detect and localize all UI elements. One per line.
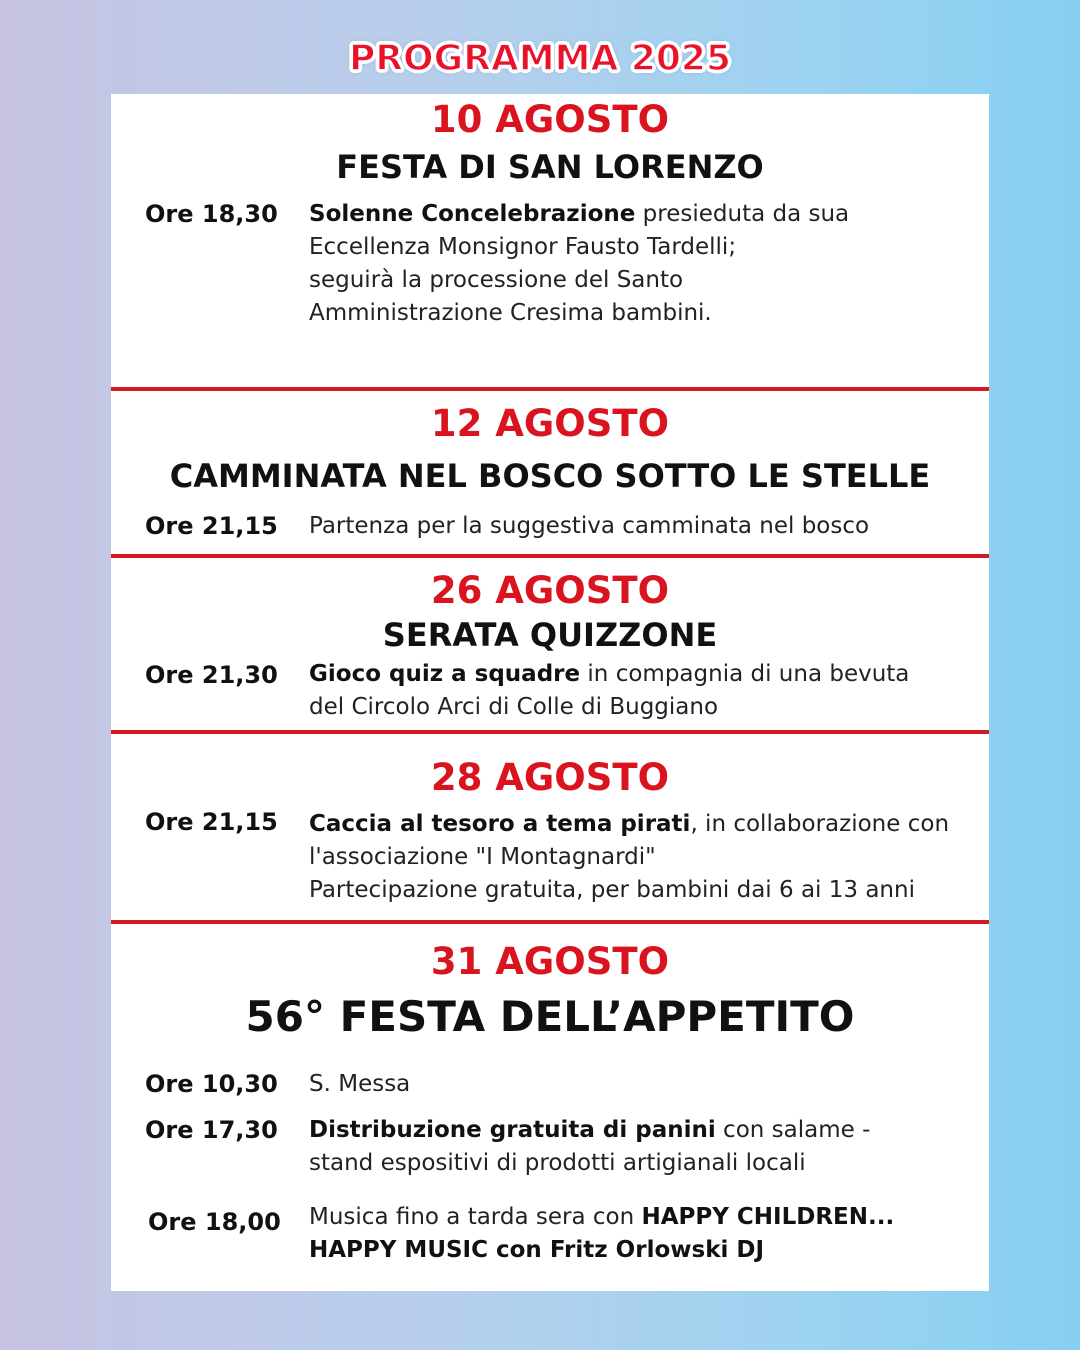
event-description (309, 198, 989, 330)
description-text: Musica fino a tarda sera con (309, 1204, 642, 1230)
event-description (309, 808, 989, 907)
description-text: Partenza per la suggestiva camminata nel bosco (309, 513, 870, 539)
description-text: in compagnia di una bevuta (580, 661, 910, 687)
description-line: Eccellenza Monsignor Fausto Tardelli; (309, 234, 737, 260)
event-title: CAMMINATA NEL BOSCO SOTTO LE STELLE (169, 457, 931, 495)
section-divider (111, 730, 989, 734)
description-line: Amministrazione Cresima bambini. (309, 300, 712, 326)
description-highlight: Solenne Concelebrazione (309, 201, 636, 227)
description-highlight: Gioco quiz a squadre (309, 661, 581, 687)
description-text: presieduta da sua (635, 201, 850, 227)
description-line: del Circolo Arci di Colle di Buggiano (309, 694, 719, 720)
event-date: 10 AGOSTO (430, 98, 670, 141)
description-line: l'associazione "I Montagnardi" (309, 844, 656, 870)
event-time: Ore 17,30 (145, 1116, 278, 1144)
section-divider (111, 387, 989, 391)
event-time: Ore 18,00 (148, 1208, 281, 1236)
event-time: Ore 21,30 (145, 661, 278, 689)
program-title: PROGRAMMA 2025 (348, 38, 732, 79)
description-text: , in collaborazione con (690, 811, 950, 837)
event-date: 26 AGOSTO (430, 569, 670, 612)
event-date: 31 AGOSTO (430, 940, 670, 983)
event-description (309, 510, 989, 543)
event-time: Ore 21,15 (145, 512, 278, 540)
description-highlight: Distribuzione gratuita di panini (309, 1117, 716, 1143)
section-divider (111, 554, 989, 558)
event-title: 56° FESTA DELL’APPETITO (245, 992, 855, 1041)
description-line: seguirà la processione del Santo (309, 267, 684, 293)
event-title: FESTA DI SAN LORENZO (336, 148, 764, 186)
event-time: Ore 18,30 (145, 200, 278, 228)
event-date: 12 AGOSTO (430, 402, 670, 445)
event-time: Ore 10,30 (145, 1070, 278, 1098)
description-highlight: HAPPY CHILDREN... (641, 1204, 895, 1230)
description-text: con salame - (715, 1117, 871, 1143)
section-divider (111, 920, 989, 924)
description-text: S. Messa (309, 1071, 411, 1097)
description-highlight: HAPPY MUSIC con Fritz Orlowski DJ (309, 1237, 765, 1263)
program-card (111, 94, 989, 1291)
event-description (309, 1114, 989, 1180)
description-line: Partecipazione gratuita, per bambini dai 6 ai 13 anni (309, 877, 915, 903)
event-description (309, 658, 989, 724)
description-highlight: Caccia al tesoro a tema pirati (309, 811, 691, 837)
event-date: 28 AGOSTO (430, 756, 670, 799)
event-time: Ore 21,15 (145, 808, 278, 836)
event-description (309, 1201, 989, 1267)
event-title: SERATA QUIZZONE (382, 616, 718, 654)
event-description (309, 1068, 989, 1101)
description-line: stand espositivi di prodotti artigianali locali (309, 1150, 806, 1176)
